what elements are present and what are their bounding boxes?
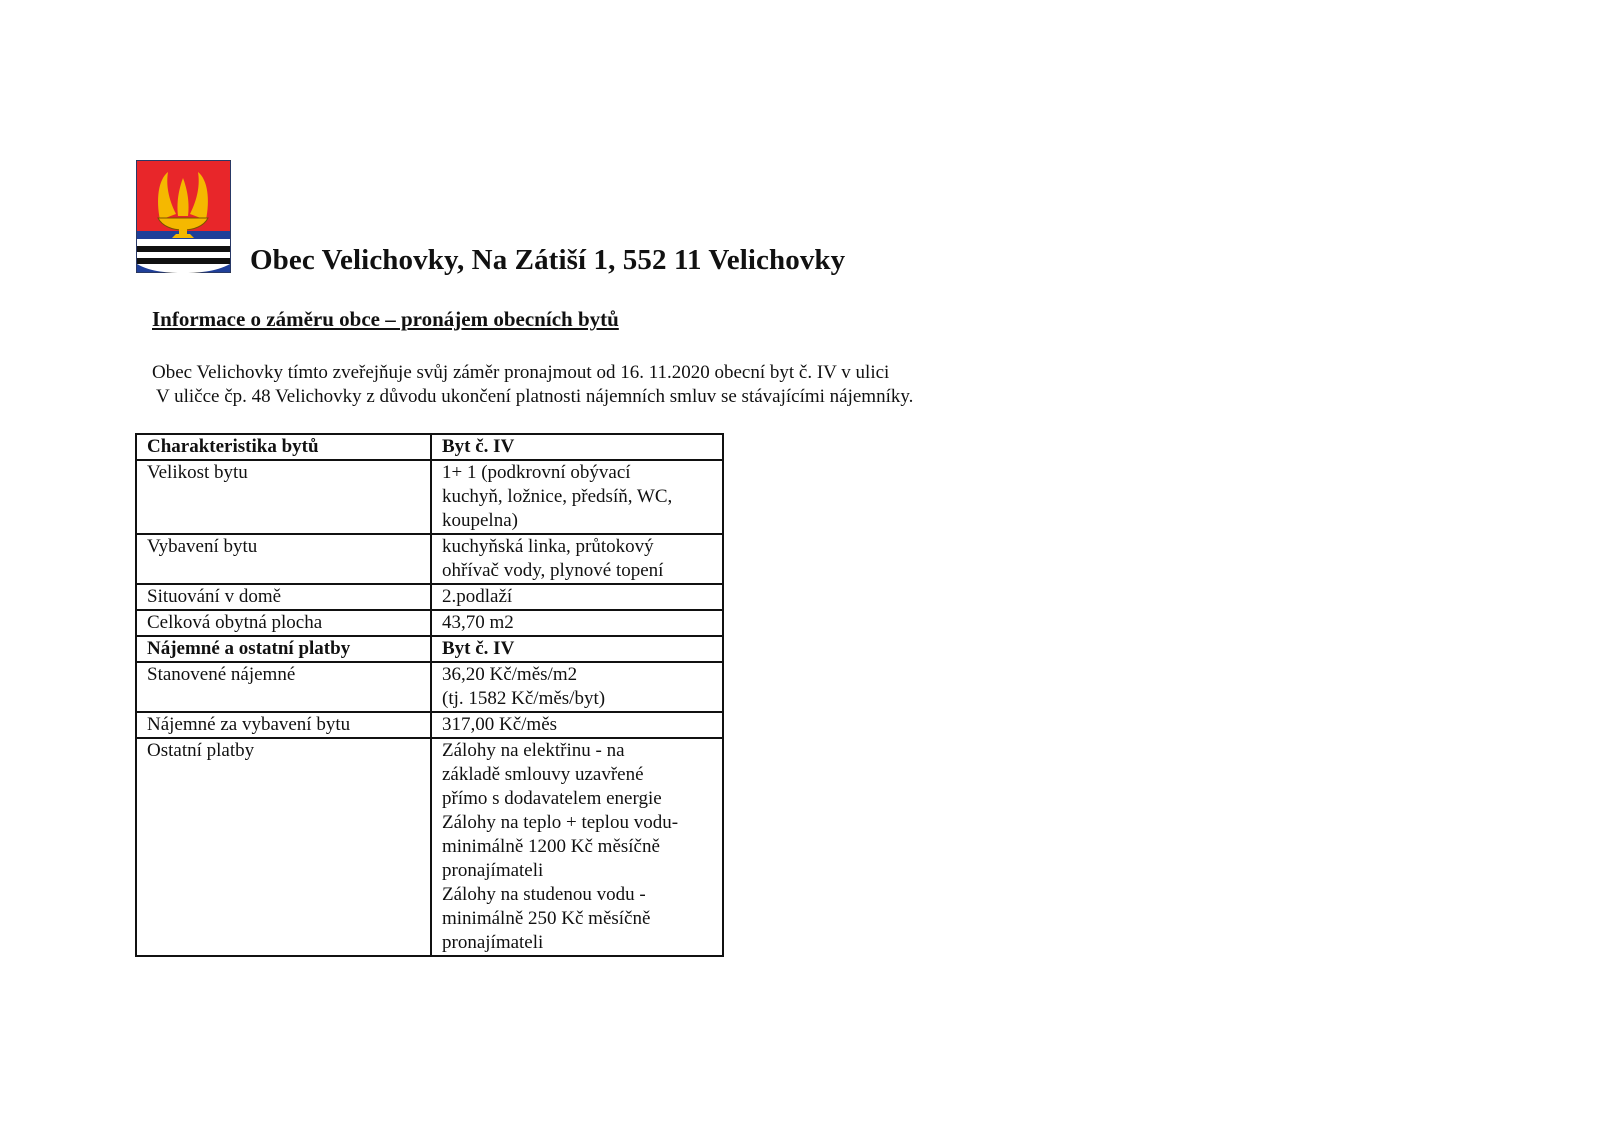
row-label: Vybavení bytu — [136, 534, 431, 584]
row-value: 36,20 Kč/měs/m2 (tj. 1582 Kč/měs/byt) — [431, 662, 723, 712]
table-row — [136, 460, 723, 534]
row-label: Nájemné za vybavení bytu — [136, 712, 431, 738]
table-row — [136, 738, 723, 956]
row-value: 317,00 Kč/měs — [431, 712, 723, 738]
intro-line-2: V uličce čp. 48 Velichovky z důvodu ukončení platnosti nájemních smluv se stávajícími nájemníky. — [156, 386, 914, 407]
row-label: Velikost bytu — [136, 460, 431, 534]
row-value: 1+ 1 (podkrovní obývací kuchyň, ložnice, předsíň, WC, koupelna) — [431, 460, 723, 534]
table-row — [136, 662, 723, 712]
row-label: Nájemné a ostatní platby — [136, 636, 431, 662]
page-title: Obec Velichovky, Na Zátiší 1, 552 11 Velichovky — [250, 244, 846, 276]
row-value: Zálohy na elektřinu - na základě smlouvy uzavřené přímo s dodavatelem energie Zálohy na teplo + teplou vodu- minimálně 1200 Kč měsíčně pronajímateli Zálohy na studenou vodu - minimálně 250 Kč měsíčně pronajímateli — [431, 738, 723, 956]
row-label: Stanovené nájemné — [136, 662, 431, 712]
table-row — [136, 712, 723, 738]
row-label: Charakteristika bytů — [136, 434, 431, 460]
table-row — [136, 534, 723, 584]
row-label: Situování v domě — [136, 584, 431, 610]
intro-line-1: Obec Velichovky tímto zveřejňuje svůj záměr pronajmout od 16. 11.2020 obecní byt č. IV v ulici — [152, 362, 890, 383]
row-value: 43,70 m2 — [431, 610, 723, 636]
coat-of-arms-icon — [136, 160, 231, 273]
row-value: Byt č. IV — [431, 434, 723, 460]
section-title: Informace o záměru obce – pronájem obecních bytů — [152, 307, 619, 331]
apartment-info-table — [135, 433, 724, 957]
row-value: Byt č. IV — [431, 636, 723, 662]
row-value: kuchyňská linka, průtokový ohřívač vody, plynové topení — [431, 534, 723, 584]
table-row — [136, 636, 723, 662]
table-row — [136, 610, 723, 636]
table-row — [136, 434, 723, 460]
table-row — [136, 584, 723, 610]
row-label: Celková obytná plocha — [136, 610, 431, 636]
row-value: 2.podlaží — [431, 584, 723, 610]
row-label: Ostatní platby — [136, 738, 431, 956]
